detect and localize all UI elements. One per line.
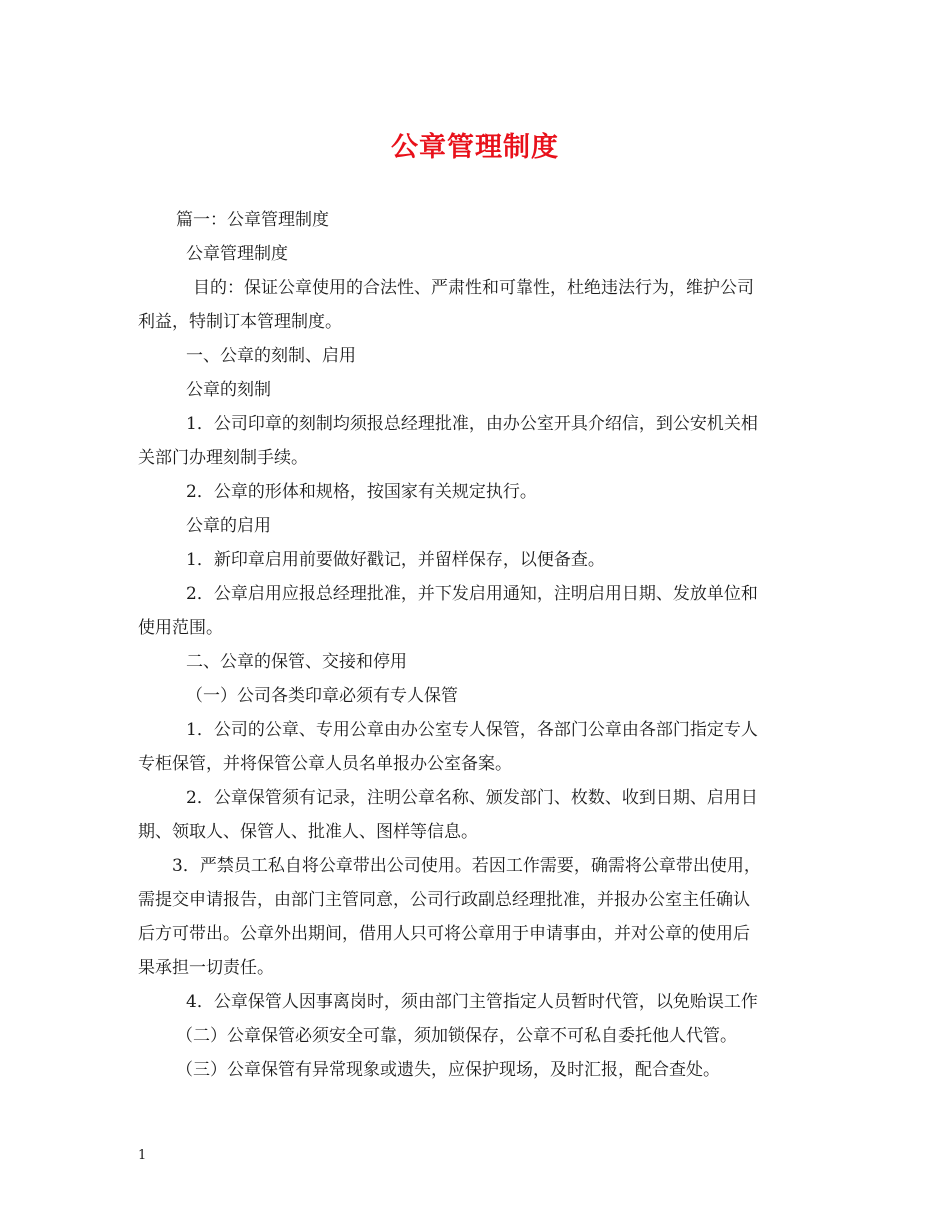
paragraph: 2．公章的形体和规格，按国家有关规定执行。 (186, 482, 537, 502)
paragraph: 果承担一切责任。 (138, 958, 274, 978)
paragraph: 2．公章保管须有记录，注明公章名称、颁发部门、枚数、收到日期、启用日 (186, 788, 758, 808)
paragraph: 后方可带出。公章外出期间，借用人只可将公章用于申请事由，并对公章的使用后 (138, 924, 750, 944)
paragraph: 需提交申请报告，由部门主管同意，公司行政副总经理批准，并报办公室主任确认 (138, 890, 750, 910)
paragraph: （三）公章保管有异常现象或遗失，应保护现场，及时汇报，配合查处。 (176, 1060, 720, 1080)
document-body (138, 203, 814, 1087)
paragraph: 公章管理制度 (186, 244, 288, 264)
subsection-heading: 公章的启用 (186, 516, 271, 536)
paragraph: 1．新印章启用前要做好戳记，并留样保存，以便备查。 (186, 550, 605, 570)
paragraph: 目的：保证公章使用的合法性、严肃性和可靠性，杜绝违法行为，维护公司 (193, 278, 754, 298)
paragraph: 2．公章启用应报总经理批准，并下发启用通知，注明启用日期、发放单位和 (186, 584, 758, 604)
section-heading: 一、公章的刻制、启用 (186, 346, 356, 366)
paragraph: 篇一：公章管理制度 (176, 210, 329, 230)
page-number: 1 (138, 1148, 147, 1163)
paragraph: 专柜保管，并将保管公章人员名单报办公室备案。 (138, 754, 512, 774)
paragraph: 期、领取人、保管人、批准人、图样等信息。 (138, 822, 478, 842)
paragraph: （二）公章保管必须安全可靠，须加锁保存，公章不可私自委托他人代管。 (176, 1026, 737, 1046)
paragraph: 3．严禁员工私自将公章带出公司使用。若因工作需要，确需将公章带出使用， (172, 856, 761, 876)
paragraph: 利益，特制订本管理制度。 (138, 312, 342, 332)
document-title: 公章管理制度 (391, 132, 559, 163)
paragraph: 1．公司的公章、专用公章由办公室专人保管，各部门公章由各部门指定专人 (186, 720, 758, 740)
paragraph: 使用范围。 (138, 618, 223, 638)
paragraph: 1．公司印章的刻制均须报总经理批准，由办公室开具介绍信，到公安机关相 (186, 414, 758, 434)
subsection-heading: 公章的刻制 (186, 380, 271, 400)
subsection-heading: （一）公司各类印章必须有专人保管 (186, 686, 458, 706)
section-heading: 二、公章的保管、交接和停用 (186, 652, 407, 672)
paragraph: 关部门办理刻制手续。 (138, 448, 308, 468)
paragraph: 4．公章保管人因事离岗时，须由部门主管指定人员暂时代管，以免贻误工作 (186, 992, 758, 1012)
